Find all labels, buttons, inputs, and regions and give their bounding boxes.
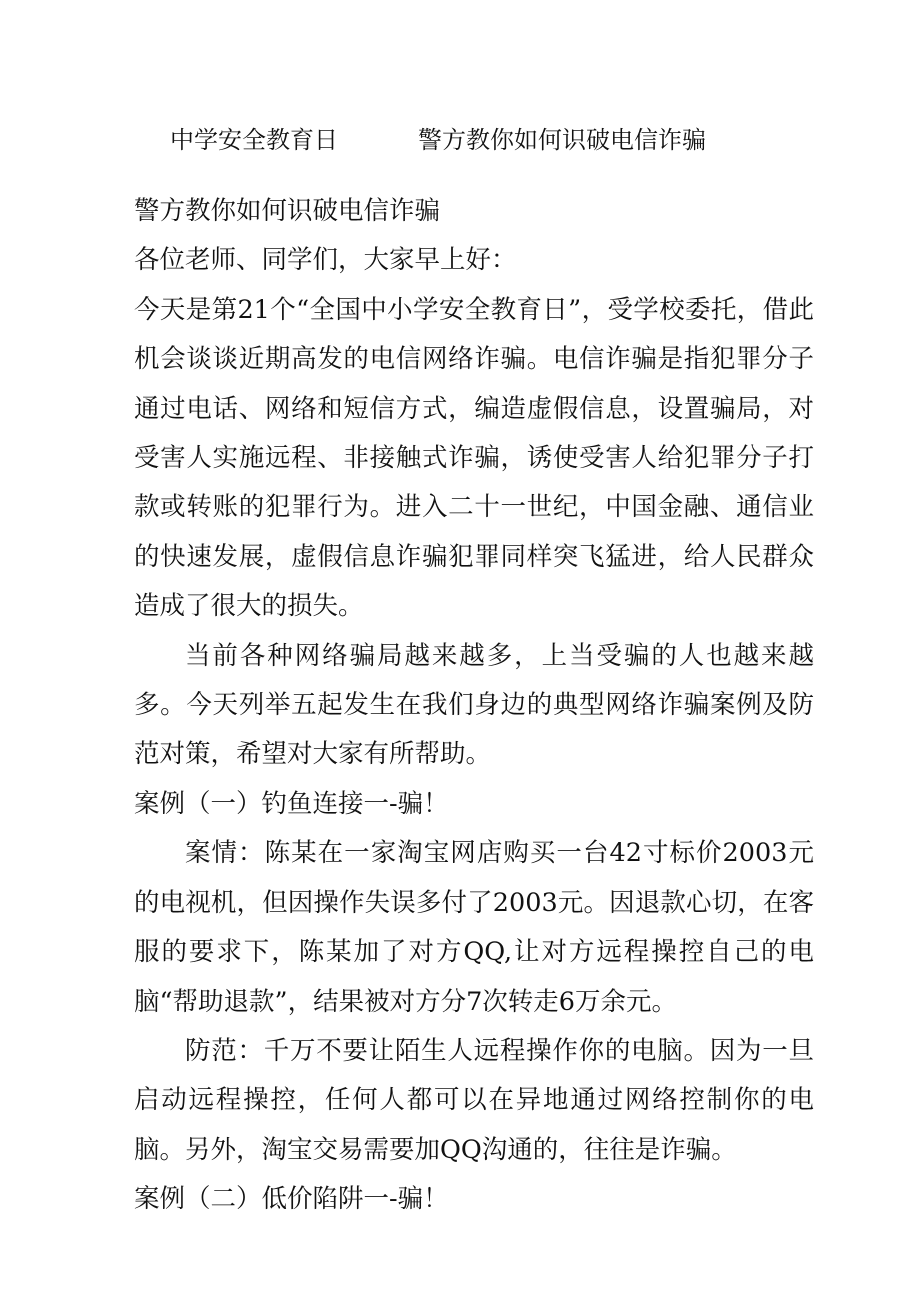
page-title [0, 120, 920, 160]
greeting: 各位老师、同学们，大家早上好： [134, 245, 517, 276]
paragraph-overview: 当前各种网络骗局越来越多，上当受骗的人也越来越多。今天列举五起发生在我们身边的典型网络诈骗案例及防范对策，希望对大家有所帮助。 [134, 640, 814, 770]
case-1-heading: 案例（一）钓鱼连接一-骗！ [134, 788, 449, 819]
document-body [134, 187, 814, 1225]
case-1-details: 案情：陈某在一家淘宝网店购买一台42寸标价2003元的电视机，但因操作失误多付了2003元。因退款心切，在客服的要求下，陈某加了对方QQ,让对方远程操控自己的电脑“帮助退款”，结果被对方分7次转走6万余元。 [134, 838, 814, 1017]
subtitle: 警方教你如何识破电信诈骗 [134, 196, 441, 226]
case-1-prevention: 防范：千万不要让陌生人远程操作你的电脑。因为一旦启动远程操控，任何人都可以在异地通过网络控制你的电脑。另外，淘宝交易需要加QQ沟通的，往往是诈骗。 [134, 1035, 814, 1165]
paragraph-intro: 今天是第21个“全国中小学安全教育日”，受学校委托，借此机会谈谈近期高发的电信网络诈骗。电信诈骗是指犯罪分子通过电话、网络和短信方式，编造虚假信息，设置骗局，对受害人实施远程、非接触式诈骗，诱使受害人给犯罪分子打款或转账的犯罪行为。进入二十一世纪，中国金融、通信业的快速发展，虚假信息诈骗犯罪同样突飞猛进，给人民群众造成了很大的损失。 [134, 294, 814, 622]
case-2-heading: 案例（二）低价陷阱一-骗！ [134, 1184, 449, 1215]
title-left: 中学安全教育日 [170, 126, 338, 154]
title-right: 警方教你如何识破电信诈骗 [418, 126, 706, 154]
